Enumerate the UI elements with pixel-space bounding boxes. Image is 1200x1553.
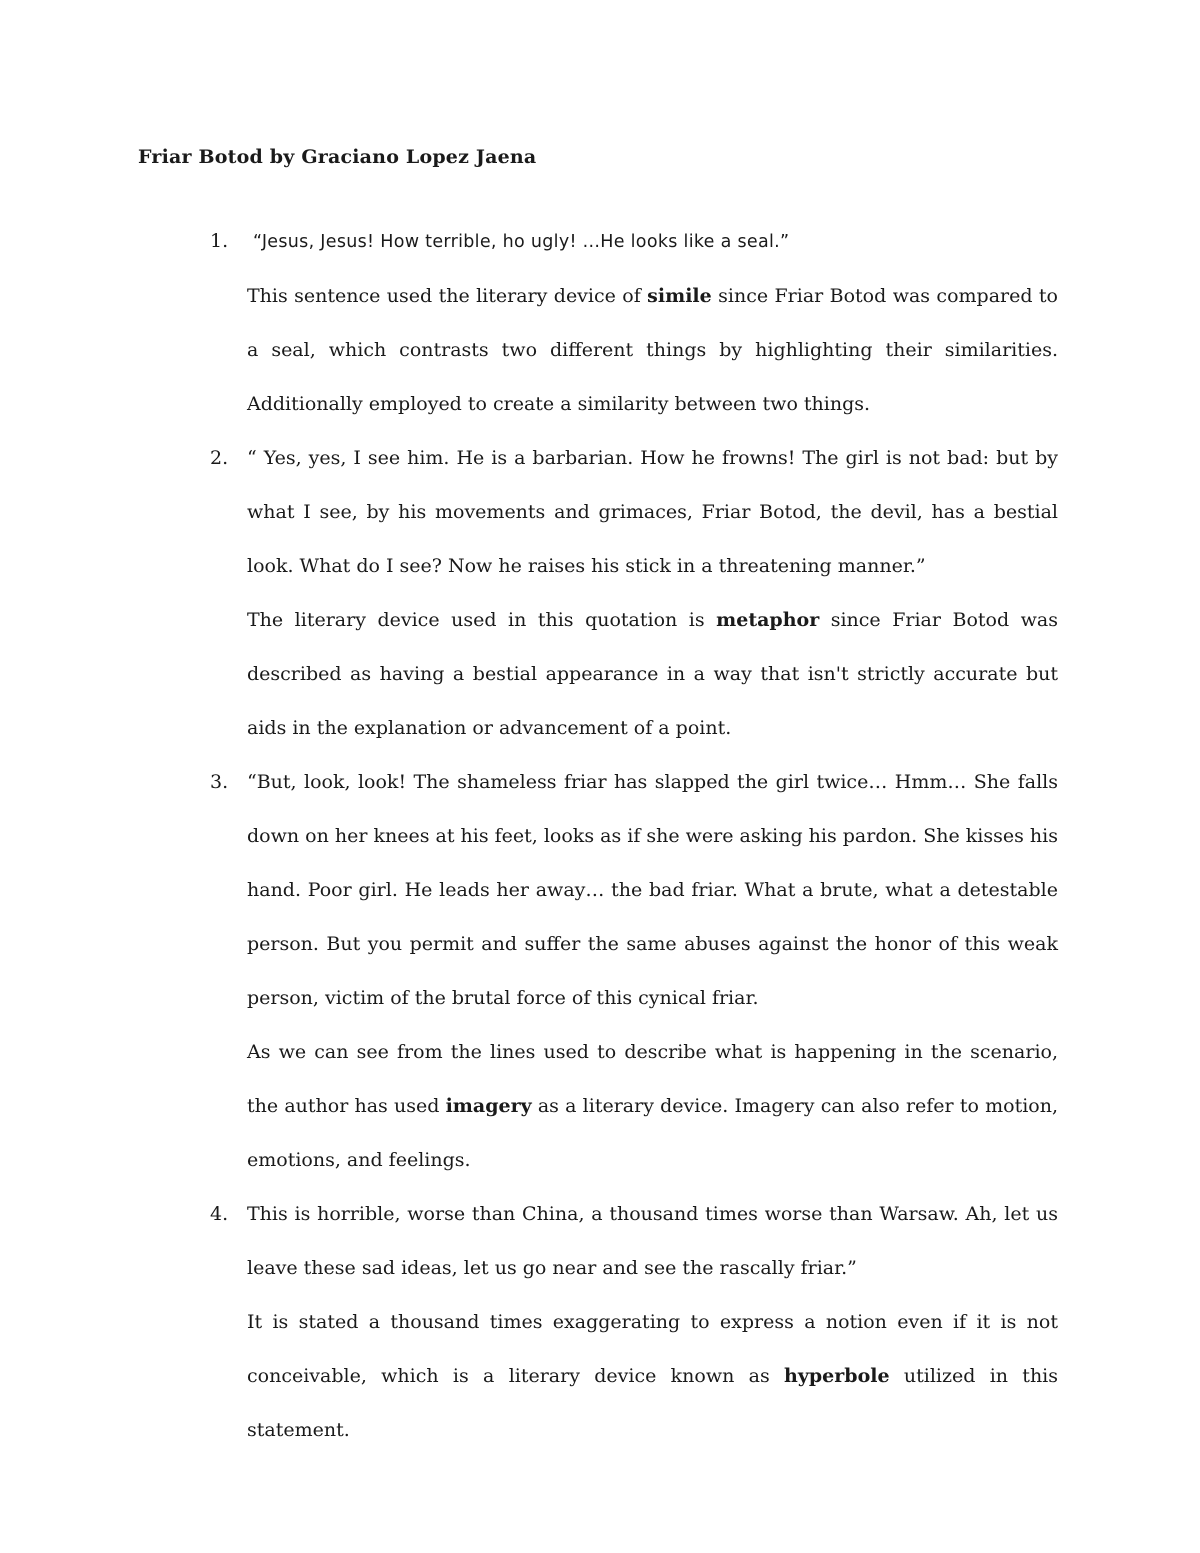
quotation — [247, 214, 1058, 269]
analysis-text-after: as a literary device. Imagery can also refer to motion, emotions, and feelings. — [247, 1095, 1058, 1171]
quotation: “But, look, look! The shameless friar has slapped the girl twice… Hmm… She falls down on her knees at his feet, looks as if she were asking his pardon. She kisses his hand. Poor girl. He leads her away… the bad friar. What a brute, what a detestable person. But you permit and suffer the same abuses against the honor of this weak person, victim of the brutal force of this cynical friar. — [247, 771, 1058, 1009]
list-item — [210, 431, 1058, 755]
list-item — [210, 1187, 1058, 1457]
analysis-text-after: since Friar Botod was described as having a bestial appearance in a way that isn't strictly accurate but aids in the explanation or advancement of a point. — [247, 609, 1058, 739]
analysis-text-before: The literary device used in this quotation is — [247, 609, 717, 631]
quotation-list — [210, 214, 1058, 1457]
list-item — [210, 755, 1058, 1187]
analysis-text-before: This sentence used the literary device of — [247, 285, 648, 307]
quotation: “ Yes, yes, I see him. He is a barbarian. How he frowns! The girl is not bad: but by what I see, by his movements and grimaces, Friar Botod, the devil, has a bestial look. What do I see? Now he raises his stick in a threatening manner.” — [247, 447, 1058, 577]
analysis-text-after: since Friar Botod was compared to a seal, which contrasts two different things by highlighting their similarities. Additionally employed to create a similarity between two things. — [247, 285, 1058, 415]
literary-device-term: imagery — [445, 1095, 532, 1117]
analysis — [247, 593, 1058, 755]
quotation: This is horrible, worse than China, a thousand times worse than Warsaw. Ah, let us leave these sad ideas, let us go near and see the rascally friar.” — [247, 1203, 1058, 1279]
literary-device-term: simile — [647, 285, 712, 307]
analysis — [247, 269, 1058, 431]
item-number: 3. — [210, 771, 229, 793]
item-number: 2. — [210, 447, 229, 469]
literary-device-term: hyperbole — [784, 1365, 890, 1387]
item-number: 4. — [210, 1203, 229, 1225]
analysis-text-before: As we can see from the lines used to describe what is happening in the scenario, the author has used — [247, 1041, 1058, 1117]
literary-device-term: metaphor — [716, 609, 820, 631]
analysis-text-after: utilized in this statement. — [247, 1365, 1059, 1441]
quotation-text: “Jesus, Jesus! How terrible, ho ugly! ...He looks like a seal.” — [253, 232, 790, 252]
document-title: Friar Botod by Graciano Lopez Jaena — [138, 146, 537, 168]
analysis-text-before: It is stated a thousand times exaggerating to express a notion even if it is not conceivable, which is a literary device known as — [247, 1311, 1058, 1387]
list-item — [210, 214, 1058, 431]
item-number: 1. — [210, 230, 229, 252]
analysis — [247, 1025, 1058, 1187]
analysis — [247, 1295, 1058, 1457]
